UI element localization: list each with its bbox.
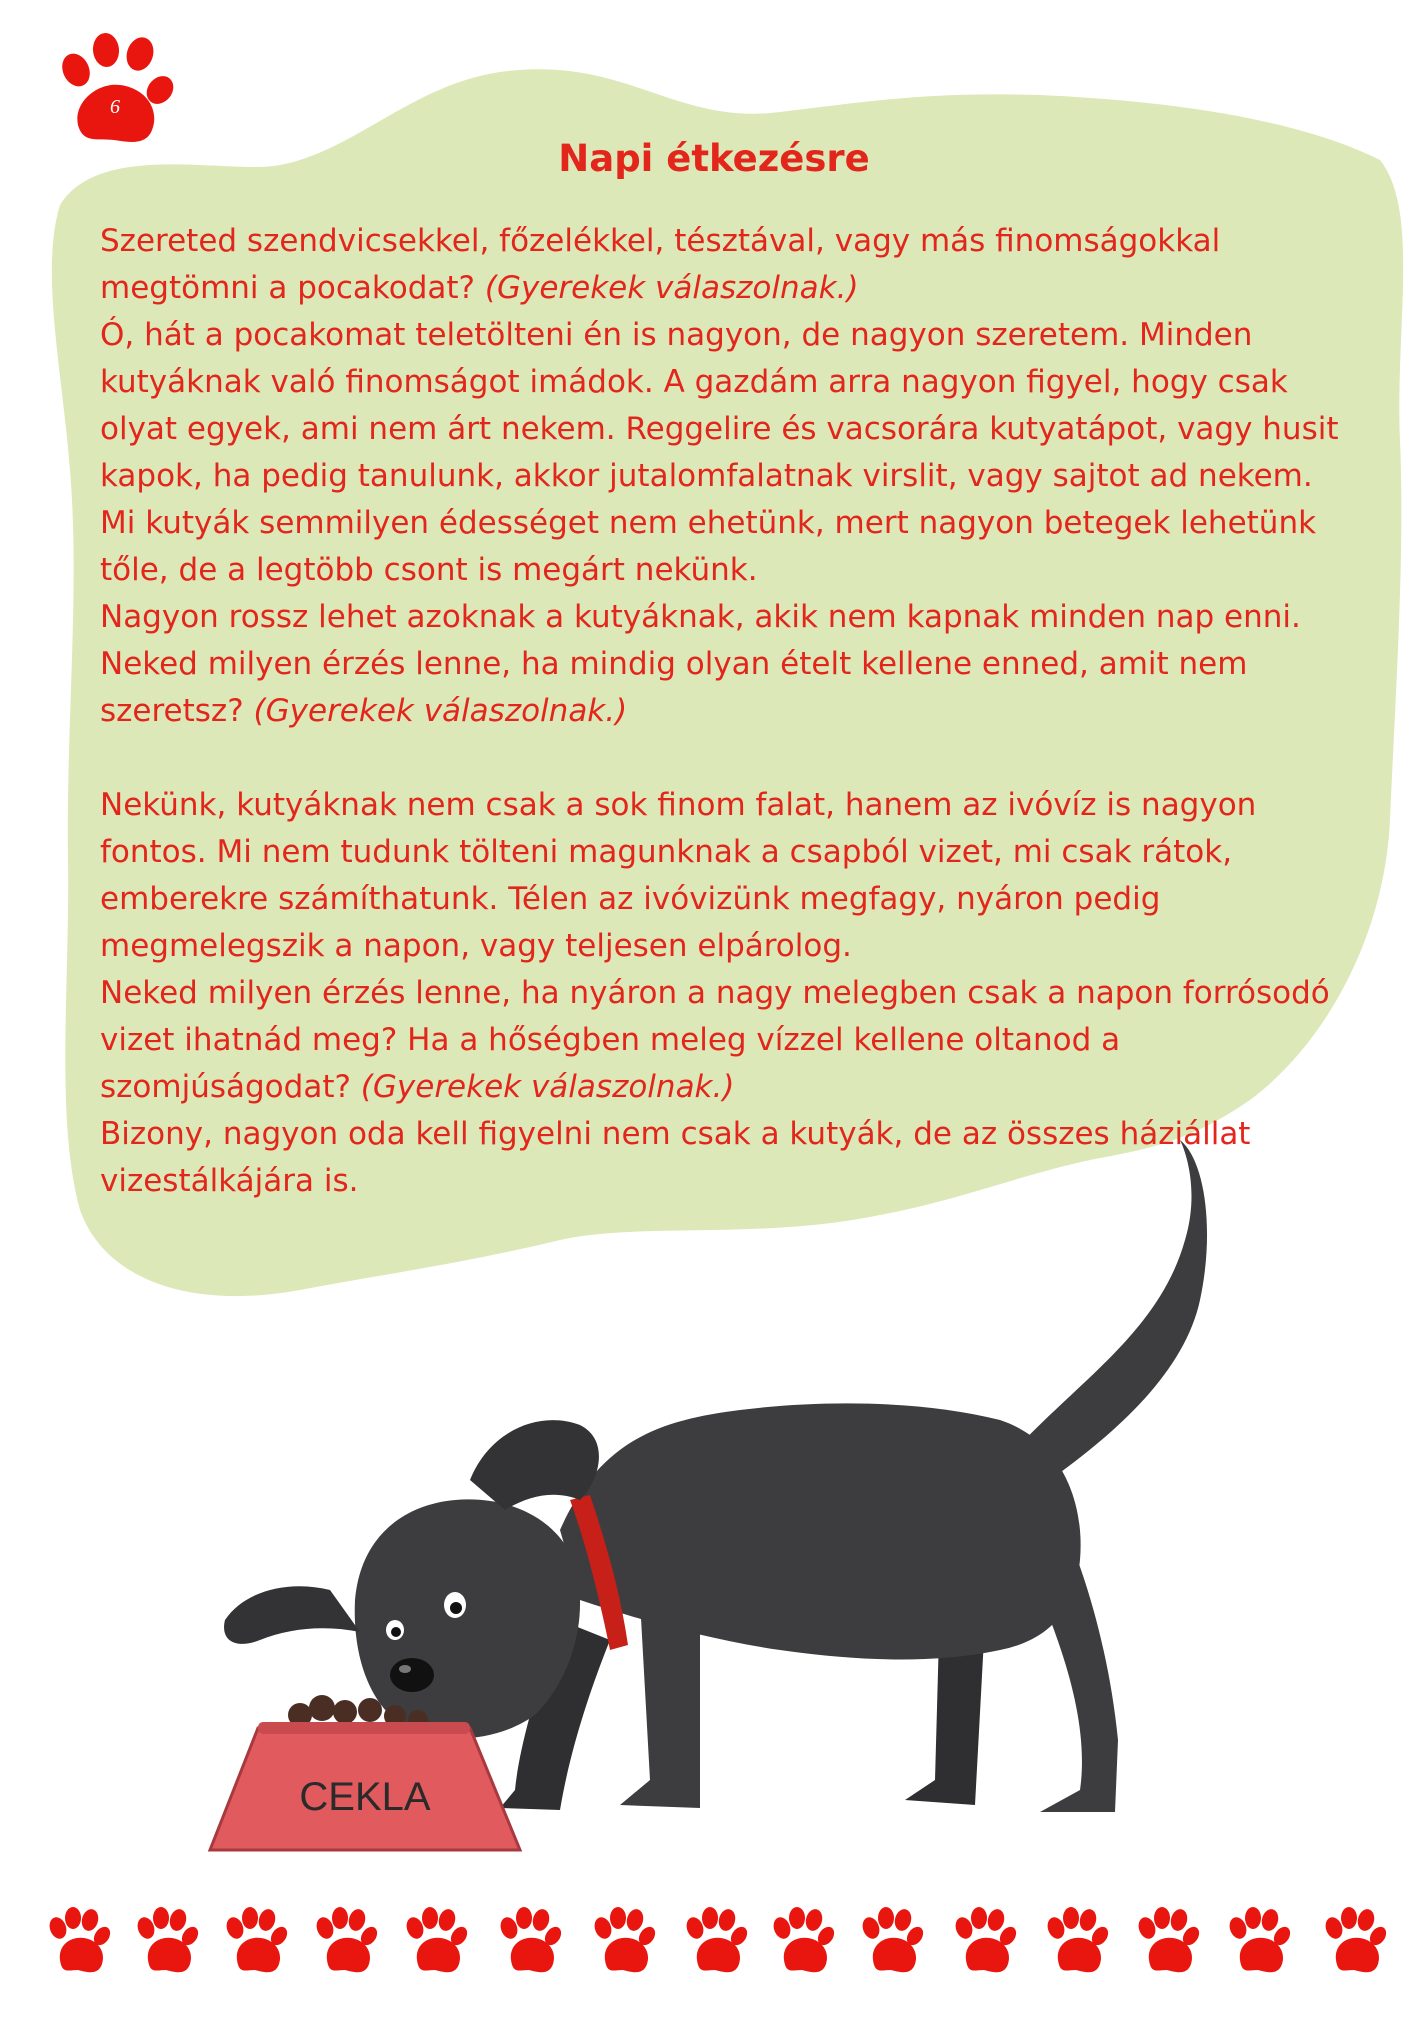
paragraph: Neked milyen érzés lenne, ha nyáron a nagy melegben csak a napon forrósodó vizet ihatnád meg? Ha a hőségben meleg vízzel kellene oltanod a szomjúságodat? (Gyerekek válaszolnak.) [100,975,1330,1105]
paw-print-icon [498,1907,565,1972]
paw-print-icon [224,1907,291,1972]
paragraph: Nagyon rossz lehet azoknak a kutyáknak, akik nem kapnak minden nap enni. [100,599,1301,635]
paw-print-icon [1323,1907,1390,1972]
page-title: Napi étkezésre [558,136,870,180]
dog-ear [224,1586,360,1644]
paw-print-icon [1227,1907,1294,1972]
paw-print-icon [47,1907,114,1972]
paragraph: Szereted szendvicsekkel, főzelékkel, tésztával, vagy más finomságokkal megtömni a pocakodat? (Gyerekek válaszolnak.) [100,223,1221,306]
response-note: (Gyerekek válaszolnak.) [360,1069,735,1105]
paw-print-icon [771,1907,838,1972]
paw-print-icon [860,1907,927,1972]
paw-print-icon [1045,1907,1112,1972]
paragraph: Ó, hát a pocakomat teletölteni én is nagyon, de nagyon szeretem. Minden kutyáknak való finomságot imádok. A gazdám arra nagyon figyel, hogy csak olyat egyek, ami nem árt nekem. Reggelire és vacsorára kutyatápot, vagy husit kapok, ha pedig tanulunk, akkor jutalomfalatnak virslit, vagy sajtot ad nekem. Mi kutyák semmilyen édességet nem ehetünk, mert nagyon betegek lehetünk tőle, de a legtöbb csont is megárt nekünk. [100,317,1339,588]
paw-print-icon [684,1907,751,1972]
response-note: (Gyerekek válaszolnak.) [484,270,859,306]
paw-print-icon [592,1907,659,1972]
paw-print-icon [1136,1907,1203,1972]
dog-body [560,1403,1081,1659]
paw-print-icon [135,1907,202,1972]
paragraph: Neked milyen érzés lenne, ha mindig olyan ételt kellene enned, amit nem szeretsz? (Gyerekek válaszolnak.) [100,646,1248,729]
dog-nose [390,1658,434,1692]
bowl-label: CEKLA [299,1775,431,1819]
paragraph: Nekünk, kutyáknak nem csak a sok finom falat, hanem az ivóvíz is nagyon fontos. Mi nem tudunk tölteni magunknak a csapból vizet, mi csak rátok, emberekre számíthatunk. Télen az ivóvizünk megfagy, nyáron pedig megmelegszik a napon, vagy teljesen elpárolog. [100,787,1257,964]
paw-print-icon [404,1907,471,1972]
paw-print-border [0,1904,1428,1984]
response-note: (Gyerekek válaszolnak.) [253,693,628,729]
paragraph: Bizony, nagyon oda kell figyelni nem csak a kutyák, de az összes háziállat vizestálkájára is. [100,1116,1251,1199]
dog-front-leg [620,1600,700,1808]
dog-tail [1015,1140,1207,1480]
dog-ear [470,1420,599,1510]
paw-print-icon [314,1907,381,1972]
paw-print-icon [953,1907,1020,1972]
page-number: 6 [110,96,120,118]
